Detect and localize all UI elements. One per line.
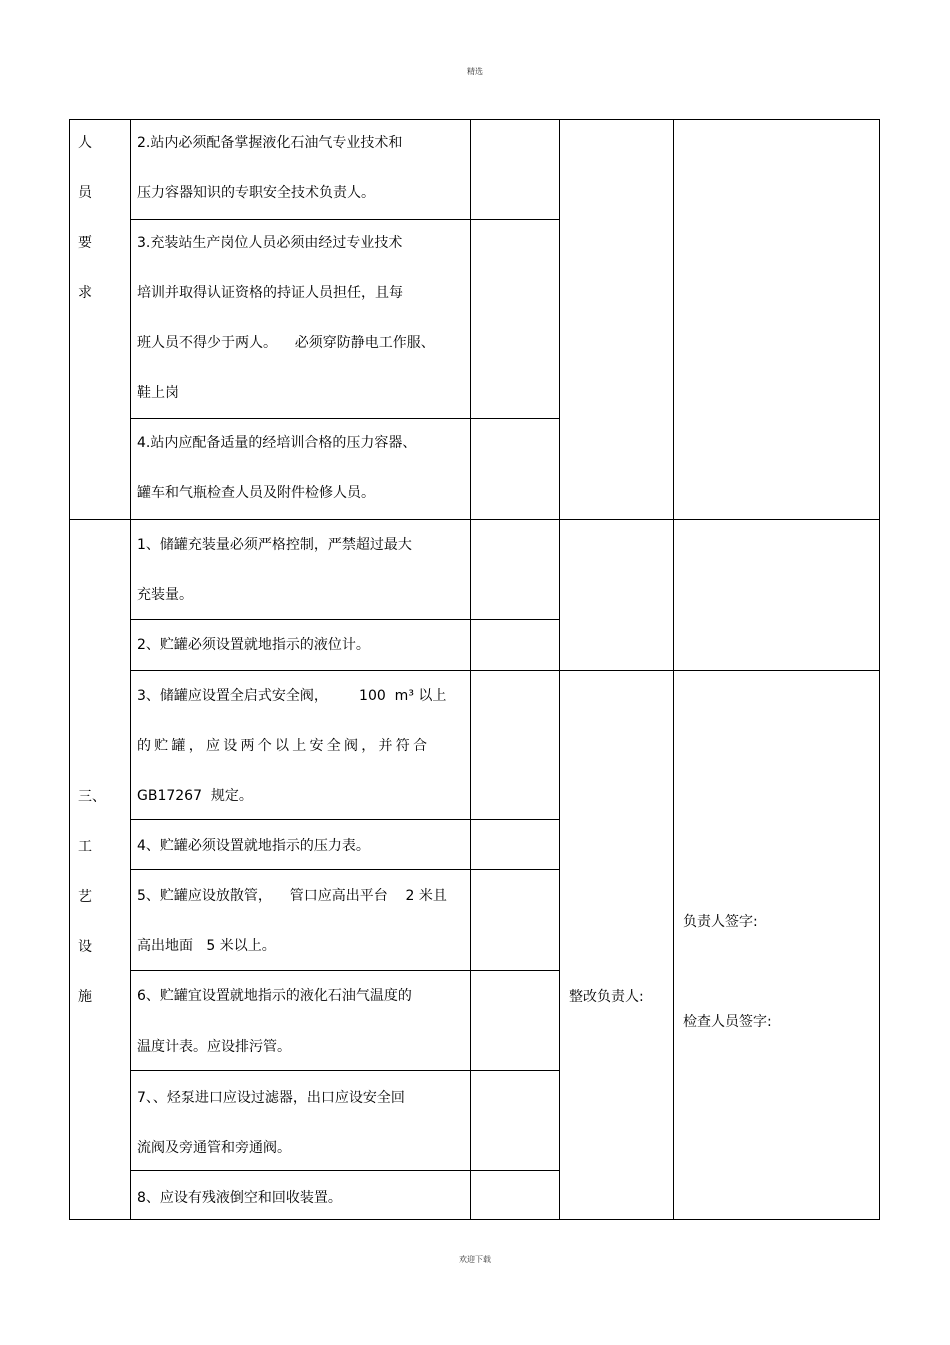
section-title-char: 求 <box>78 285 92 301</box>
requirement-text: 4、贮罐必须设置就地指示的压力表。 <box>137 838 370 854</box>
page-header-mark: 精选 <box>467 67 483 76</box>
requirement-text: 的 贮 罐 ， 应 设 两 个 以 上 安 全 阀 ， 并 符 合 <box>137 738 427 754</box>
row-divider <box>130 418 559 419</box>
requirement-text: GB17267 规定。 <box>137 788 253 804</box>
section-title-char: 艺 <box>78 889 92 905</box>
requirement-text: 6、贮罐宜设置就地指示的液化石油气温度的 <box>137 988 412 1004</box>
requirement-text: 高出地面 5 米以上。 <box>137 938 276 954</box>
requirement-text: 4.站内应配备适量的经培训合格的压力容器、 <box>137 435 417 451</box>
row-divider <box>130 970 559 971</box>
responsible-signature-label: 负责人签字: <box>683 914 758 930</box>
requirement-text: 7、、烃泵进口应设过滤器，出口应设安全回 <box>137 1090 405 1106</box>
requirement-text: 充装量。 <box>137 587 193 603</box>
requirement-text: 2.站内必须配备掌握液化石油气专业技术和 <box>137 135 403 151</box>
section-title-char: 要 <box>78 235 92 251</box>
row-divider <box>130 619 559 620</box>
page-footer-mark: 欢迎下载 <box>459 1255 491 1264</box>
inspector-signature-label: 检查人员签字: <box>683 1014 772 1030</box>
section-divider <box>69 519 880 520</box>
section-title-char: 人 <box>78 135 92 151</box>
requirement-text: 罐车和气瓶检查人员及附件检修人员。 <box>137 485 375 501</box>
section-title-char: 员 <box>78 185 92 201</box>
inspection-table <box>69 119 880 1220</box>
requirement-text: 5、贮罐应设放散管， 管口应高出平台 2 米且 <box>137 888 447 904</box>
requirement-text: 培训并取得认证资格的持证人员担任，且每 <box>137 285 403 301</box>
row-divider <box>130 869 559 870</box>
section-title-char: 施 <box>78 989 92 1005</box>
section-title-char: 三、 <box>78 789 106 805</box>
requirement-text: 3、储罐应设置全启式安全阀， 100 m³ 以上 <box>137 688 447 704</box>
row-divider <box>130 219 559 220</box>
section-title-char: 设 <box>78 939 92 955</box>
requirement-text: 班人员不得少于两人。 必须穿防静电工作服、 <box>137 335 435 351</box>
requirement-text: 鞋上岗 <box>137 385 179 401</box>
row-divider <box>130 1170 559 1171</box>
row-divider <box>130 1070 559 1071</box>
requirement-text: 温度计表。应设排污管。 <box>137 1039 291 1055</box>
section-title-char: 工 <box>78 839 92 855</box>
requirement-text: 1、储罐充装量必须严格控制，严禁超过最大 <box>137 537 412 553</box>
requirement-text: 流阀及旁通管和旁通阀。 <box>137 1140 291 1156</box>
row-divider <box>130 819 559 820</box>
requirement-text: 压力容器知识的专职安全技术负责人。 <box>137 185 375 201</box>
rectification-responsible-label: 整改负责人: <box>569 989 644 1005</box>
row-divider <box>130 670 880 671</box>
requirement-text: 3.充装站生产岗位人员必须由经过专业技术 <box>137 235 403 251</box>
requirement-text: 8、应设有残液倒空和回收装置。 <box>137 1190 342 1206</box>
requirement-text: 2、贮罐必须设置就地指示的液位计。 <box>137 637 370 653</box>
